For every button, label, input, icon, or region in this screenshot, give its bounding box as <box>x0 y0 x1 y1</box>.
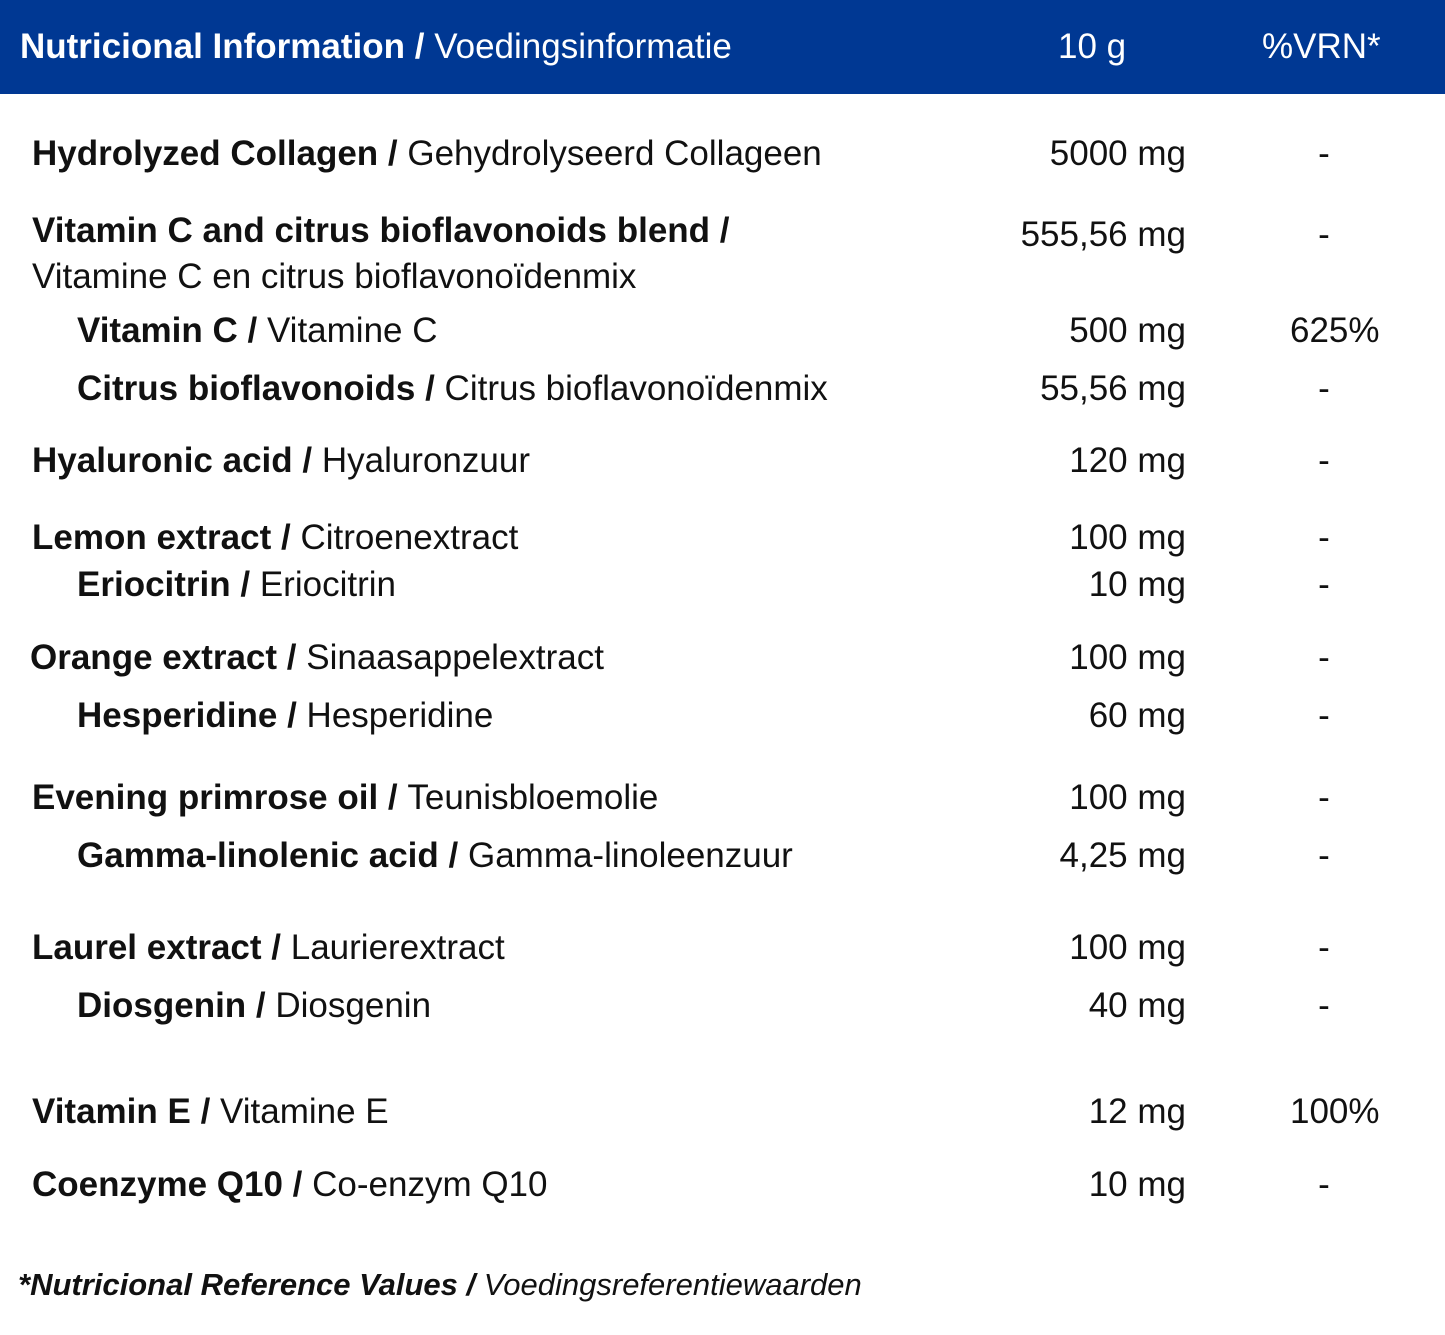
nutrient-vrn: - <box>1318 369 1330 408</box>
header-vrn: %VRN* <box>1262 27 1381 66</box>
nutrient-amount: 500 mg <box>1069 311 1186 350</box>
nutrient-name-nl: Vitamine C <box>266 311 438 350</box>
nutrient-vrn: - <box>1318 441 1330 480</box>
nutrient-vrn: - <box>1318 986 1330 1025</box>
nutrient-amount: 10 mg <box>1088 565 1186 604</box>
nutrient-name-en: Hydrolyzed Collagen <box>32 134 379 173</box>
nutrient-name: Eriocitrin / Eriocitrin <box>77 565 396 604</box>
nutrient-name-en: Gamma-linolenic acid <box>77 836 439 875</box>
nutrient-amount: 100 mg <box>1069 778 1186 817</box>
nutrient-name: Vitamin E / Vitamine E <box>32 1092 389 1131</box>
nutrient-vrn: - <box>1318 696 1330 735</box>
nutrient-amount: 100 mg <box>1069 638 1186 677</box>
nutrient-vrn: - <box>1318 836 1330 875</box>
nutrient-vrn: 625% <box>1290 311 1380 350</box>
nutrient-name-en: Lemon extract <box>32 518 272 557</box>
nutrient-amount: 100 mg <box>1069 928 1186 967</box>
nutrient-name-nl: Sinaasappelextract <box>306 638 604 677</box>
nutrient-name-nl: Eriocitrin <box>259 565 396 604</box>
nutrient-name: Gamma-linolenic acid / Gamma-linoleenzuur <box>77 836 793 875</box>
nutrient-name-en: Vitamin C and citrus bioflavonoids blend <box>32 211 711 250</box>
nutrient-name-nl: Vitamine E <box>220 1092 389 1131</box>
nutrient-name-nl: Vitamine C en citrus bioflavonoïdenmix <box>32 257 637 296</box>
nutrient-vrn: - <box>1318 215 1330 254</box>
nutrient-vrn: - <box>1318 518 1330 557</box>
nutrient-amount: 55,56 mg <box>1040 369 1186 408</box>
nutrient-amount: 4,25 mg <box>1059 836 1186 875</box>
nutrient-name-nl: Hesperidine <box>306 696 494 735</box>
nutrient-vrn: - <box>1318 565 1330 604</box>
nutrient-vrn: - <box>1318 1165 1330 1204</box>
nutrient-name-en: Hyaluronic acid <box>32 441 293 480</box>
nutrient-amount: 10 mg <box>1088 1165 1186 1204</box>
nutrient-name: Evening primrose oil / Teunisbloemolie <box>32 778 659 817</box>
nutrient-amount: 100 mg <box>1069 518 1186 557</box>
nutrient-name: Orange extract / Sinaasappelextract <box>30 638 604 677</box>
nutrient-name-en: Eriocitrin <box>77 565 231 604</box>
nutrient-name-en: Coenzyme Q10 <box>32 1165 283 1204</box>
header-separator: / <box>405 27 435 66</box>
nutrient-name: Citrus bioflavonoids / Citrus bioflavonoïdenmix <box>77 369 828 408</box>
nutrient-name: Diosgenin / Diosgenin <box>77 986 432 1025</box>
nutrient-name-en: Diosgenin <box>77 986 247 1025</box>
header-title-nl: Voedingsinformatie <box>434 27 732 66</box>
header-amount: 10 g <box>1058 27 1127 66</box>
nutrient-name-en: Citrus bioflavonoids <box>77 369 416 408</box>
nutrient-name: Lemon extract / Citroenextract <box>32 518 519 557</box>
nutrient-name-nl: Laurierextract <box>290 928 505 967</box>
nutrient-name-en: Orange extract <box>30 638 278 677</box>
footnote-en: *Nutricional Reference Values <box>18 1267 458 1302</box>
nutrient-name: Vitamin C and citrus bioflavonoids blend / <box>32 211 730 250</box>
nutrient-name-en: Hesperidine <box>77 696 278 735</box>
nutrient-vrn: - <box>1318 778 1330 817</box>
header-title-en: Nutricional Information <box>20 27 405 66</box>
nutrient-name-nl: Hyaluronzuur <box>321 441 530 480</box>
nutrient-name-nl: Citroenextract <box>300 518 519 557</box>
nutrient-amount: 120 mg <box>1069 441 1186 480</box>
nutrient-name: Hesperidine / Hesperidine <box>77 696 494 735</box>
nutrient-amount: 5000 mg <box>1049 134 1186 173</box>
nutrient-name-nl: Gamma-linoleenzuur <box>467 836 793 875</box>
nutrient-name-nl: Co-enzym Q10 <box>312 1165 548 1204</box>
nutrient-name: Vitamin C / Vitamine C <box>77 311 438 350</box>
nutrient-name-nl: Diosgenin <box>275 986 432 1025</box>
nutrient-name-en: Evening primrose oil <box>32 778 379 817</box>
nutrient-name-nl: Gehydrolyseerd Collageen <box>407 134 822 173</box>
footnote-separator: / <box>457 1267 484 1302</box>
nutrient-name: Hydrolyzed Collagen / Gehydrolyseerd Collageen <box>32 134 822 173</box>
nutrient-amount: 555,56 mg <box>1020 215 1186 254</box>
nutrient-name: Coenzyme Q10 / Co-enzym Q10 <box>32 1165 548 1204</box>
nutrient-name-en: Vitamin E <box>32 1092 191 1131</box>
nutrient-name-en: Vitamin C <box>77 311 238 350</box>
nutrient-amount: 40 mg <box>1088 986 1186 1025</box>
nutrient-amount: 12 mg <box>1088 1092 1186 1131</box>
nutrient-name-nl: Citrus bioflavonoïdenmix <box>444 369 828 408</box>
footnote <box>18 1264 862 1306</box>
nutrient-vrn: - <box>1318 928 1330 967</box>
nutrient-name: Hyaluronic acid / Hyaluronzuur <box>32 441 530 480</box>
nutrient-vrn: - <box>1318 638 1330 677</box>
nutrient-name-en: Laurel extract <box>32 928 262 967</box>
nutrient-name-nl: Teunisbloemolie <box>407 778 659 817</box>
header-title <box>20 26 732 68</box>
nutrient-vrn: - <box>1318 134 1330 173</box>
footnote-nl: Voedingsreferentiewaarden <box>483 1267 862 1302</box>
nutrient-name: Laurel extract / Laurierextract <box>32 928 505 967</box>
nutrient-amount: 60 mg <box>1088 696 1186 735</box>
table-header <box>0 0 1445 94</box>
nutrient-vrn: 100% <box>1290 1092 1380 1131</box>
